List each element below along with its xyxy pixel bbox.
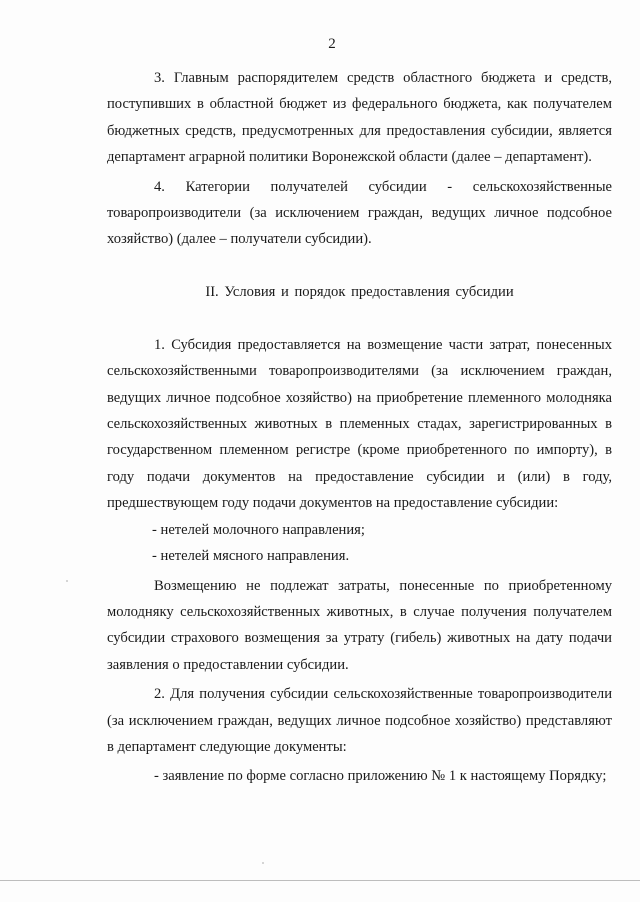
list-item: - заявление по форме согласно приложению № 1 к настоящему Порядку; (154, 768, 607, 785)
paragraph-item-3: 3. Главным распорядителем средств областного бюджета и средств, поступивших в областной бюджет из федерального бюджета, как получателем бюджетных средств, предусмотренных для предоставления субсидии, является департамент аграрной политики Воронежской области (далее – департамент). (107, 70, 612, 166)
scan-speck (66, 580, 68, 582)
list-item: - нетелей мясного направления. (152, 548, 350, 565)
page-number: 2 (328, 36, 336, 52)
scan-bottom-edge (0, 880, 640, 881)
section-title: II. Условия и порядок предоставления субсидии (205, 283, 514, 300)
paragraph-item-4: 4. Категории получателей субсидии - сельскохозяйственные товаропроизводители (за исключением граждан, ведущих личное подсобное хозяйство) (далее – получатели субсидии). (107, 178, 612, 248)
paragraph-section-item-2: 2. Для получения субсидии сельскохозяйственные товаропроизводители (за исключением граждан, ведущих личное подсобное хозяйство) представляют в департамент следующие документы: (107, 686, 612, 755)
paragraph-section-item-1: 1. Субсидия предоставляется на возмещение части затрат, понесенных сельскохозяйственными товаропроизводителями (за исключением граждан, ведущих личное подсобное хозяйство) на приобретение племенного молодняка сельскохозяйственных животных в племенных стадах, зарегистрированных в государственном племенном регистре (кроме приобретенного по импорту), в году подачи документов на предоставление субсидии и (или) в году, предшествующем году подачи документов на предоставление субсидии: (107, 336, 612, 512)
list-item: - нетелей молочного направления; (152, 521, 365, 538)
paragraph-exclusion: Возмещению не подлежат затраты, понесенные по приобретенному молодняку сельскохозяйственных животных, в случае получения получателем субсидии страхового возмещения за утрату (гибель) животных на дату подачи заявления о предоставлении субсидии. (107, 577, 612, 673)
scan-speck (262, 862, 264, 864)
document-body (107, 65, 612, 790)
